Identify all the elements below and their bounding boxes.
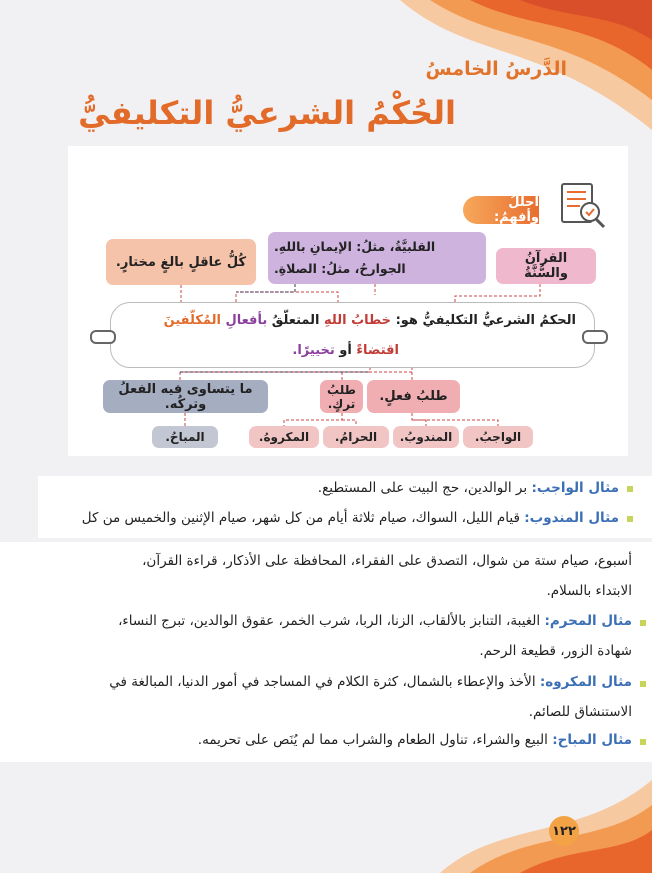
definition-afal: بأفعالِ [225, 313, 268, 328]
definition-line-2 [292, 343, 399, 358]
bullet-icon [640, 739, 646, 745]
example-mandub-label: مثال المندوب: [524, 510, 619, 526]
sources-box: القرآنُ والسُّنَّةُ [496, 248, 596, 284]
actions-line-heart: القلبيَّةُ، مثلُ: الإيمانِ باللهِ. [274, 239, 436, 254]
example-makruh [109, 674, 632, 690]
bullet-icon [640, 620, 646, 626]
mukallaf-box: كُلُّ عاقلٍ بالغٍ مختارٍ. [106, 239, 256, 285]
example-haram-cont: شهادة الزور، قطيعة الرحم. [479, 643, 632, 659]
bullet-icon [627, 486, 633, 492]
analysis-icon [556, 180, 608, 232]
example-mubah-label: مثال المباح: [552, 732, 632, 748]
makruh-box: المكروهُ. [249, 426, 319, 448]
request-leave-box: طلبُ تركٍ. [320, 380, 363, 413]
lesson-label: الدَّرسُ الخامسُ [425, 58, 567, 80]
equal-choice-box: ما يتساوى فيه الفعلُ وتركُه. [103, 380, 268, 413]
mandub-box: المندوبُ. [393, 426, 459, 448]
example-mandub-cont-1: أسبوع، صيام ستة من شوال، التصدق على الفقراء، المحافظة على الأذكار، قراءة القرآن، [142, 553, 632, 569]
page-number: ١٢٢ [549, 816, 579, 846]
definition-khitab: خطابُ اللهِ [324, 313, 392, 328]
example-makruh-label: مثال المكروه: [539, 674, 632, 690]
definition-mukallafin: المُكلّفينَ [163, 313, 221, 328]
wajib-box: الواجبُ. [463, 426, 533, 448]
paperclip-right-icon [582, 330, 608, 344]
example-mandub-text: قيام الليل، السواك، صيام ثلاثة أيام من كل شهر، صيام الإثنين والخميس من كل [81, 510, 520, 526]
definition-box [110, 302, 595, 368]
definition-mutaalliq: المتعلّقُ [271, 313, 320, 328]
request-do-box: طلبُ فعلٍ. [367, 380, 460, 413]
mubah-box: المباحُ. [152, 426, 218, 448]
actions-box [268, 232, 486, 284]
actions-line-limbs: الجوارحُ، مثلُ: الصلاةِ. [274, 261, 406, 276]
example-wajib [318, 480, 619, 496]
definition-intro: الحكمُ الشرعيُّ التكليفيُّ هو: [395, 313, 576, 328]
example-mandub [82, 510, 619, 526]
analyze-header: أحلّلُ وأفهمُ: [463, 196, 539, 224]
example-makruh-cont: الاستنشاق للصائم. [528, 704, 632, 720]
example-haram [118, 613, 632, 629]
example-mubah [198, 732, 632, 748]
example-makruh-text: الأخذ والإعطاء بالشمال، كثرة الكلام في المساجد في أمور الدنيا، المبالغة في [109, 674, 536, 690]
example-wajib-text: بر الوالدين، حج البيت على المستطيع. [317, 480, 528, 496]
bullet-icon [627, 516, 633, 522]
paperclip-left-icon [90, 330, 116, 344]
bullet-icon [640, 681, 646, 687]
bottom-decoration [0, 760, 652, 873]
definition-iqtida: اقتضاءً [356, 343, 399, 358]
example-wajib-label: مثال الواجب: [531, 480, 619, 496]
example-haram-label: مثال المحرم: [544, 613, 632, 629]
definition-aw: أو [339, 343, 352, 358]
definition-line-1 [164, 313, 576, 328]
lesson-title: الحُكْمُ الشرعيُّ التكليفيُّ [78, 94, 456, 132]
example-mubah-text: البيع والشراء، تناول الطعام والشراب مما لم يُنَص على تحريمه. [197, 732, 548, 748]
haram-box: الحرامُ. [323, 426, 389, 448]
example-haram-text: الغيبة، التنابز بالألقاب، الزنا، الربا، شرب الخمر، عقوق الوالدين، تبرج النساء، [118, 613, 541, 629]
example-mandub-cont-2: الابتداء بالسلام. [546, 583, 632, 599]
definition-takhyir: تخييرًا. [292, 343, 335, 358]
